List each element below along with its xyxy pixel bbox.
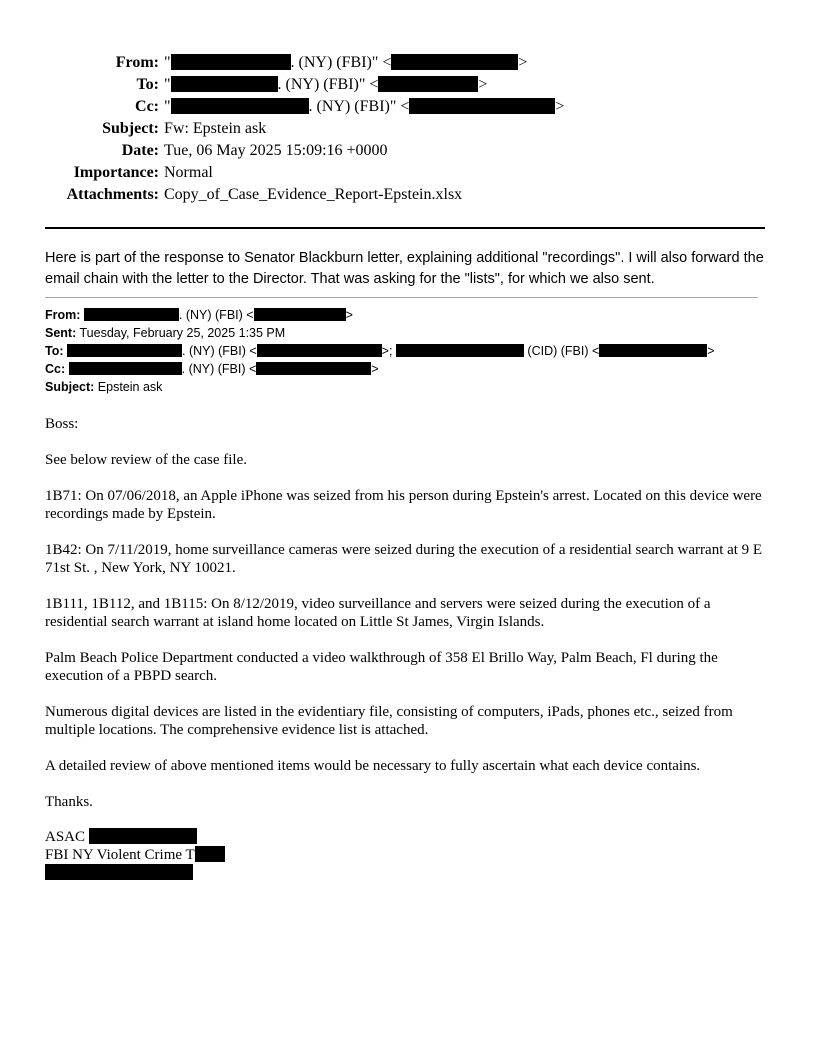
fwd-from-row	[45, 306, 770, 324]
from-label: From:	[115, 54, 159, 71]
from-org: . (NY) (FBI)" <	[290, 54, 392, 71]
signature-unit: FBI NY Violent Crime T	[45, 847, 195, 863]
cc-value	[159, 98, 564, 115]
body-paragraph: Palm Beach Police Department conducted a video walkthrough of 358 El Brillo Way, Palm Beach, Fl during the execution of a PBPD search.	[45, 650, 718, 684]
message-body	[45, 415, 773, 829]
closing: Thanks.	[45, 794, 93, 810]
fwd-from-label: From:	[45, 308, 81, 322]
redaction-box	[171, 76, 278, 92]
forwarded-header	[45, 306, 770, 396]
cc-label: Cc:	[135, 98, 159, 115]
redaction-box	[409, 98, 555, 114]
fwd-subject-row	[45, 378, 770, 396]
redaction-box	[89, 828, 197, 844]
redaction-box	[396, 344, 524, 357]
signature-redacted-row	[45, 864, 225, 882]
fwd-cc-row	[45, 360, 770, 378]
fwd-sent-row	[45, 324, 770, 342]
cc-quote: "	[164, 98, 171, 115]
attachment-file-link[interactable]: Copy_of_Case_Evidence_Report-Epstein.xlsx	[164, 186, 463, 203]
importance-label: Importance:	[73, 164, 159, 181]
header-attachments-row	[45, 184, 765, 206]
attachments-label: Attachments:	[66, 186, 159, 203]
date-value: Tue, 06 May 2025 15:09:16 +0000	[164, 142, 388, 159]
body-paragraph: 1B71: On 07/06/2018, an Apple iPhone was seized from his person during Epstein's arrest. Located on this device were recordings made by Epstein.	[45, 488, 762, 522]
to-value	[159, 76, 487, 93]
header-subject-row	[45, 118, 765, 140]
redaction-box	[84, 308, 179, 321]
signature-title-row	[45, 828, 225, 846]
fwd-from-org: . (NY) (FBI) <	[178, 308, 254, 322]
header-to-row	[45, 74, 765, 96]
body-paragraph: 1B111, 1B112, and 1B115: On 8/12/2019, video surveillance and servers were seized during the execution of a residential search warrant at island home located on Little St James, Virgin Islands.	[45, 596, 711, 630]
fwd-to-close: >	[707, 344, 715, 358]
cc-org: . (NY) (FBI)" <	[308, 98, 410, 115]
date-label: Date:	[121, 142, 159, 159]
redaction-box	[67, 344, 182, 357]
fwd-to-org: . (NY) (FBI) <	[182, 344, 257, 358]
cc-close: >	[555, 98, 565, 115]
fwd-subject-value: Epstein ask	[97, 380, 163, 394]
body-paragraph: See below review of the case file.	[45, 452, 247, 468]
to-close: >	[478, 76, 488, 93]
header-cc-row	[45, 96, 765, 118]
body-paragraph: 1B42: On 7/11/2019, home surveillance cameras were seized during the execution of a residential search warrant at 9 E 71st St. , New York, NY 10021.	[45, 542, 763, 576]
greeting: Boss:	[45, 416, 79, 432]
fwd-to-label: To:	[45, 344, 64, 358]
header-divider	[45, 227, 765, 229]
redaction-box	[254, 308, 346, 321]
subject-value: Fw: Epstein ask	[164, 120, 267, 137]
email-header	[45, 52, 765, 206]
fwd-cc-org: . (NY) (FBI) <	[181, 362, 257, 376]
body-paragraph: Numerous digital devices are listed in the evidentiary file, consisting of computers, iPads, phones etc., seized from multiple locations. The comprehensive evidence list is attached.	[45, 704, 733, 738]
signature-title: ASAC	[45, 829, 86, 845]
from-quote: "	[164, 54, 171, 71]
redaction-box	[69, 362, 182, 375]
from-close: >	[518, 54, 528, 71]
redaction-box	[257, 344, 382, 357]
redaction-box	[256, 362, 371, 375]
redaction-box	[599, 344, 707, 357]
to-label: To:	[136, 76, 159, 93]
to-org: . (NY) (FBI)" <	[277, 76, 379, 93]
signature-unit-row	[45, 846, 225, 864]
fwd-cc-close: >	[371, 362, 379, 376]
redaction-box	[45, 864, 193, 880]
redaction-box	[195, 846, 225, 862]
intro-message: Here is part of the response to Senator Blackburn letter, explaining additional "recordings". I will also forward the email chain with the letter to the Director. That was asking for the "lists", for which we also sent.	[45, 250, 764, 287]
fwd-to-sep: >;	[381, 344, 393, 358]
header-importance-row	[45, 162, 765, 184]
redaction-box	[171, 54, 291, 70]
header-date-row	[45, 140, 765, 162]
redaction-box	[391, 54, 518, 70]
signature-block	[45, 828, 225, 882]
header-from-row	[45, 52, 765, 74]
fwd-sent-value: Tuesday, February 25, 2025 1:35 PM	[79, 326, 286, 340]
subject-label: Subject:	[102, 120, 159, 137]
to-quote: "	[164, 76, 171, 93]
fwd-to-org-2: (CID) (FBI) <	[527, 344, 600, 358]
importance-value: Normal	[164, 164, 213, 181]
fwd-to-row	[45, 342, 770, 360]
from-value	[159, 54, 527, 71]
fwd-sent-label: Sent:	[45, 326, 77, 340]
body-paragraph: A detailed review of above mentioned items would be necessary to fully ascertain what each device contains.	[45, 758, 701, 774]
forward-divider	[45, 297, 758, 298]
redaction-box	[171, 98, 309, 114]
redaction-box	[378, 76, 478, 92]
fwd-subject-label: Subject:	[45, 380, 95, 394]
fwd-from-close: >	[345, 308, 353, 322]
fwd-cc-label: Cc:	[45, 362, 66, 376]
